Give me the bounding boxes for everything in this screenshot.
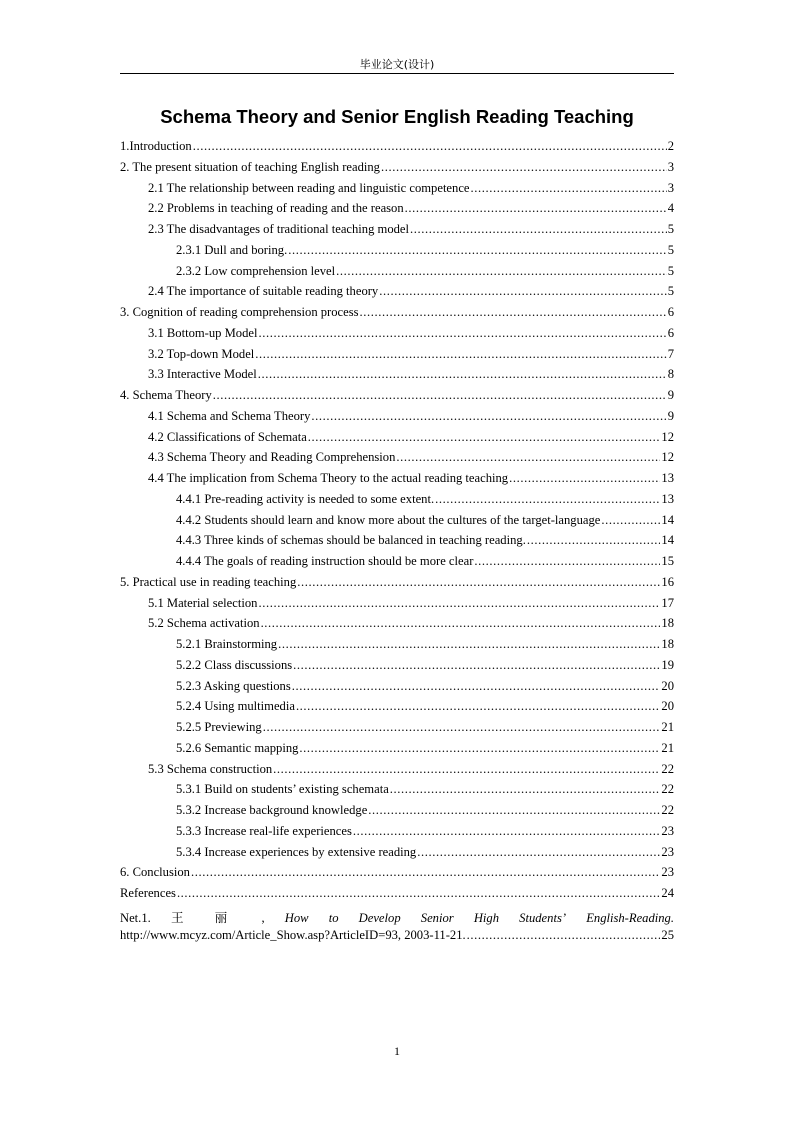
toc-dot-leader [410,222,667,237]
toc-page-number: 9 [667,408,674,423]
net-entry-title-word: Students’ [519,910,567,925]
toc-entry[interactable] [120,699,674,720]
toc-entry[interactable] [120,388,674,409]
toc-dot-leader [213,388,667,403]
toc-dot-leader [336,264,667,279]
toc-dot-leader [474,554,660,569]
toc-entry[interactable] [120,471,674,492]
toc-entry[interactable] [120,347,674,368]
toc-entry-label: 3.1 Bottom-up Model [148,325,258,340]
toc-entry[interactable] [120,450,674,471]
toc-entry-label: References [120,886,176,900]
toc-entry-label: 4.2 Classifications of Schemata [148,429,307,444]
toc-entry-label: 4.3 Schema Theory and Reading Comprehension [148,450,396,465]
toc-page-number: 22 [661,782,674,797]
net-entry-title-word: High [473,910,500,925]
toc-page-number: 15 [661,554,674,568]
toc-dot-leader [193,139,667,154]
toc-page-number: 13 [661,491,674,506]
toc-entry[interactable] [120,803,674,824]
toc-entry-label: 4.4.1 Pre-reading activity is needed to some extent. [176,491,435,506]
toc-page-number: 9 [667,388,674,402]
toc-entry-label: 5.1 Material selection [148,595,258,610]
toc-rows [120,139,674,907]
toc-entry-label: 3.2 Top-down Model [148,346,255,361]
toc-dot-leader [292,679,661,694]
toc-page-number: 5 [667,242,674,257]
toc-page-number: 18 [661,616,674,631]
toc-entry-label: 2.1 The relationship between reading and linguistic competence [148,180,470,195]
toc-entry-label: 4.4.2 Students should learn and know more about the cultures of the target-language [176,512,601,527]
net-entry-separator: , [261,910,265,925]
toc-dot-leader [258,596,660,611]
net-entry-title-word: Senior [420,910,454,925]
toc-entry-label: 2.4 The importance of suitable reading theory [148,284,379,299]
toc-entry[interactable] [120,575,674,596]
toc-entry[interactable] [120,264,674,285]
net-entry-title-word: English-Reading. [586,910,674,925]
toc-entry-label: 2.3 The disadvantages of traditional teaching model [148,222,410,236]
toc-page-number: 5 [667,284,674,299]
toc-dot-leader [360,305,667,320]
toc-entry-label: 5.3.4 Increase experiences by extensive reading [176,844,417,859]
toc-dot-leader [390,782,661,797]
toc-entry[interactable] [120,222,674,243]
toc-entry[interactable] [120,679,674,700]
toc-entry-label: 2.3.2 Low comprehension level [176,263,336,278]
toc-dot-leader [601,513,660,528]
toc-entry-label: 4.4 The implication from Schema Theory to the actual reading teaching [148,471,509,485]
toc-page-number: 3 [667,159,674,174]
toc-dot-leader [381,160,667,175]
toc-entry[interactable] [120,160,674,181]
toc-dot-leader [405,201,667,216]
toc-dot-leader [261,616,661,631]
net-entry-line[interactable] [120,907,674,928]
toc-entry[interactable] [120,554,674,575]
toc-page-number: 23 [661,844,674,859]
toc-entry[interactable] [120,596,674,617]
toc-page-number: 8 [667,367,674,382]
toc-page-number: 14 [661,512,674,527]
toc-page-number: 6 [667,325,674,340]
toc-entry-label: 2. The present situation of teaching English reading [120,159,380,174]
toc-page-number: 13 [661,471,674,485]
toc-entry[interactable] [120,741,674,762]
toc-entry[interactable] [120,762,674,783]
net-entry-prefix: Net.1. [120,910,151,925]
toc-dot-leader [527,533,661,548]
toc-page-number: 7 [667,346,674,361]
toc-page-number: 21 [661,720,674,734]
toc-dot-leader [396,450,660,465]
toc-page-number: 14 [661,533,674,548]
toc-page-number: 21 [661,740,674,755]
toc-dot-leader [296,699,660,714]
toc-dot-leader [255,347,666,362]
toc-page-number: 4 [667,201,674,216]
toc-entry[interactable] [120,181,674,202]
toc-entry[interactable] [120,865,674,886]
toc-page-number: 12 [661,450,674,465]
toc-page-number: 23 [661,823,674,838]
toc-entry[interactable] [120,720,674,741]
toc-entry[interactable] [120,430,674,451]
toc-page-number: 5 [667,263,674,278]
toc-entry-label: 5. Practical use in reading teaching [120,574,297,589]
table-of-contents [120,139,674,948]
toc-entry-label: 4.4.3 Three kinds of schemas should be balanced in teaching reading. [176,533,526,548]
toc-dot-leader [379,284,666,299]
header-rule [120,73,674,74]
toc-entry-label: 5.3.2 Increase background knowledge [176,803,368,817]
page-title: Schema Theory and Senior English Reading Teaching [160,106,634,127]
toc-entry-label: 4.4.4 The goals of reading instruction should be more clear [176,554,474,568]
net-entry-url: http://www.mcyz.com/Article_Show.asp?ArticleID=93, 2003-11-21. [120,927,466,942]
toc-dot-leader [417,845,660,860]
toc-entry-label: 5.3.3 Increase real-life experiences [176,823,352,838]
net-entry-url-line[interactable] [120,928,674,949]
toc-page-number: 19 [661,657,674,672]
toc-entry-label: 5.3.1 Build on students’ existing schemata [176,782,389,797]
running-header: 毕业论文(设计) [359,58,435,71]
toc-dot-leader [308,430,661,445]
toc-entry[interactable] [120,305,674,326]
toc-dot-leader [509,471,660,486]
toc-page-number: 23 [661,865,674,880]
toc-dot-leader [273,762,660,777]
toc-entry[interactable] [120,284,674,305]
toc-entry-label: 5.2.4 Using multimedia [176,699,295,714]
toc-entry-label: 6. Conclusion [120,865,190,880]
toc-dot-leader [311,409,666,424]
toc-entry[interactable] [120,886,674,907]
toc-entry-label: 3.3 Interactive Model [148,367,257,382]
toc-entry[interactable] [120,824,674,845]
toc-page-number: 25 [661,927,674,942]
net-entry-title-word: How [284,910,309,925]
toc-entry[interactable] [120,782,674,803]
toc-page-number: 24 [661,886,674,900]
toc-entry-label: 5.2.3 Asking questions [176,678,291,693]
toc-entry-label: 5.2.5 Previewing [176,720,262,734]
toc-page-number: 17 [661,595,674,610]
toc-page-number: 20 [661,678,674,693]
toc-dot-leader [278,637,660,652]
toc-entry-label: 4. Schema Theory [120,388,212,402]
toc-entry[interactable] [120,658,674,679]
toc-page-number: 16 [661,574,674,589]
page-number: 1 [394,1044,400,1058]
toc-entry-label: 5.2.6 Semantic mapping [176,740,299,755]
toc-entry[interactable] [120,845,674,866]
toc-dot-leader [288,243,666,258]
toc-entry[interactable] [120,326,674,347]
toc-entry-label: 5.3 Schema construction [148,761,273,776]
toc-entry-label: 5.2 Schema activation [148,616,260,631]
toc-page-number: 2 [667,139,674,153]
toc-dot-leader [368,803,660,818]
net-entry-title-word: Develop [358,910,401,925]
toc-entry[interactable] [120,637,674,658]
toc-dot-leader [353,824,661,839]
toc-dot-leader [258,367,667,382]
toc-dot-leader [467,928,661,943]
toc-entry[interactable] [120,616,674,637]
toc-dot-leader [259,326,667,341]
toc-entry[interactable] [120,243,674,264]
toc-entry[interactable] [120,513,674,534]
net-entry-author: 王 丽 [170,910,242,925]
toc-entry[interactable] [120,409,674,430]
toc-entry[interactable] [120,492,674,513]
toc-page-number: 3 [667,180,674,195]
toc-dot-leader [435,492,660,507]
toc-page-number: 6 [667,305,674,319]
toc-entry[interactable] [120,201,674,222]
toc-entry[interactable] [120,367,674,388]
toc-dot-leader [191,865,660,880]
toc-page-number: 22 [661,803,674,817]
toc-dot-leader [177,886,660,901]
toc-entry[interactable] [120,533,674,554]
toc-dot-leader [293,658,660,673]
toc-entry-label: 3. Cognition of reading comprehension process [120,305,359,319]
toc-entry-label: 2.2 Problems in teaching of reading and the reason [148,201,404,216]
toc-dot-leader [297,575,660,590]
toc-dot-leader [471,181,667,196]
toc-entry-label: 1.Introduction [120,139,192,153]
toc-page-number: 22 [661,761,674,776]
toc-dot-leader [299,741,660,756]
toc-entry-label: 4.1 Schema and Schema Theory [148,408,311,423]
toc-entry-label: 5.2.1 Brainstorming [176,637,278,651]
toc-dot-leader [263,720,661,735]
toc-page-number: 5 [667,222,674,236]
toc-entry-label: 5.2.2 Class discussions [176,657,293,672]
toc-entry-label: 2.3.1 Dull and boring. [176,242,288,257]
net-entry-title-word: to [328,910,339,925]
toc-page-number: 12 [661,429,674,444]
toc-page-number: 20 [661,699,674,714]
toc-page-number: 18 [661,637,674,651]
toc-entry[interactable] [120,139,674,160]
